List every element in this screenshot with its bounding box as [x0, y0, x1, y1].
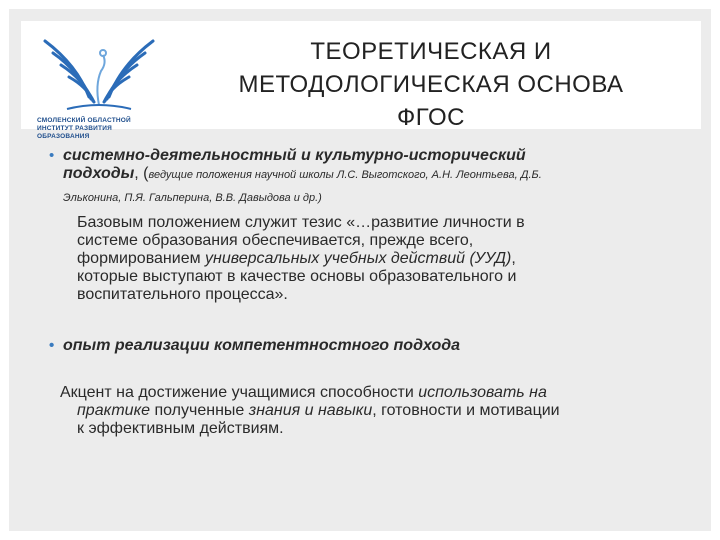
bullet-1 — [49, 147, 703, 207]
title-line-1: ТЕОРЕТИЧЕСКАЯ И — [310, 38, 552, 65]
bullet-1-comma: , ( — [134, 165, 149, 182]
slide-background — [9, 9, 711, 531]
bullet-dot-icon: • — [49, 147, 55, 164]
title-box — [21, 21, 701, 140]
paragraph-2 — [60, 384, 720, 438]
bullet-1-note-a: ведущие положения научной школы Л.С. Выготского, А.Н. Леонтьева, Д.Б. — [148, 169, 542, 181]
para-1-line-3b: универсальных учебных действий (УУД) — [205, 250, 512, 267]
para-2-line-2c: знания и навыки — [248, 402, 373, 419]
para-2-line-2b: полученные — [150, 402, 249, 419]
para-2-line-1b: использовать на — [418, 384, 547, 401]
phoenix-logo-icon — [37, 35, 161, 115]
bullet-1-note-b: Эльконина, П.Я. Гальперина, В.В. Давыдова и др.) — [63, 192, 322, 204]
para-2-line-2a: практике — [77, 402, 151, 419]
slide-title — [191, 35, 671, 134]
para-1-line-3c: , — [511, 250, 516, 267]
bullet-2 — [49, 337, 703, 355]
logo-line-2: ИНСТИТУТ РАЗВИТИЯ ОБРАЗОВАНИЯ — [37, 125, 112, 140]
title-line-2: МЕТОДОЛОГИЧЕСКАЯ ОСНОВА — [238, 71, 624, 98]
paragraph-1 — [77, 214, 697, 304]
para-1-line-3a: формированием — [77, 250, 206, 267]
para-1-line-5: воспитательного процесса». — [77, 286, 288, 303]
para-2-line-3: к эффективным действиям. — [77, 420, 284, 437]
logo-line-1: СМОЛЕНСКИЙ ОБЛАСТНОЙ — [37, 117, 131, 124]
para-2-line-2d: , готовности и мотивации — [372, 402, 560, 419]
bullet-1-lead-b: подходы — [63, 165, 135, 182]
logo-text — [37, 117, 161, 141]
bullet-dot-icon: • — [49, 337, 55, 354]
para-1-line-2: системе образования обеспечивается, прежде всего, — [77, 232, 474, 249]
institute-logo — [37, 35, 161, 140]
para-1-line-1: Базовым положением служит тезис «…развитие личности в — [77, 214, 525, 231]
para-1-line-4: которые выступают в качестве основы образовательного и — [77, 268, 517, 285]
para-2-line-1a: Акцент на достижение учащимися способности — [60, 384, 419, 401]
title-line-3: ФГОС — [397, 104, 465, 131]
bullet-1-lead-a: системно-деятельностный и культурно-исторический — [63, 147, 526, 164]
bullet-2-text: опыт реализации компетентностного подхода — [63, 337, 461, 354]
